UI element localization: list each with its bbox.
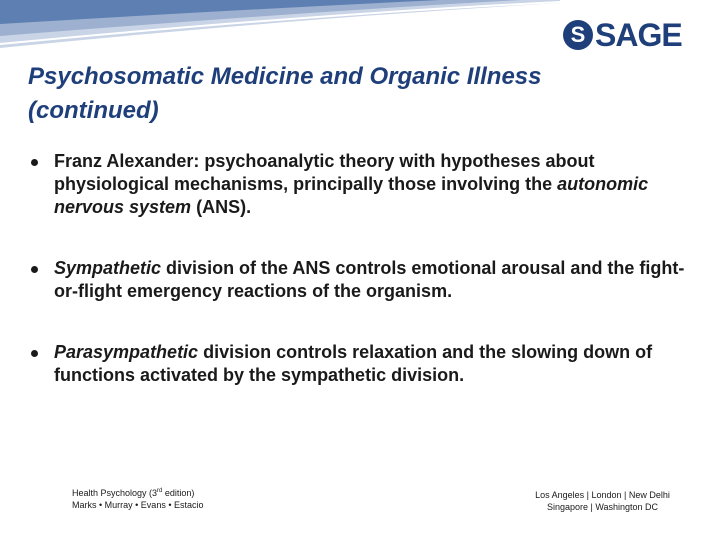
bullet-emphasis: autonomic nervous system <box>54 174 649 217</box>
bullet-item-parasympathetic <box>30 341 700 387</box>
header-swoosh <box>0 0 560 60</box>
footer-edition-sup: rd <box>157 488 163 494</box>
footer-book-title <box>72 487 203 499</box>
slide-title <box>28 60 688 128</box>
bullet-emphasis: Parasympathetic <box>54 342 199 362</box>
footer-book-title-text: Health Psychology (3 <box>72 488 158 498</box>
footer-edition-rest: edition) <box>162 488 195 498</box>
footer-publisher-locations <box>500 489 705 513</box>
footer-book-citation <box>72 487 203 511</box>
bullet-text-tail: division controls relaxation and the slowing down of functions activated by the sympathetic division. <box>54 342 653 385</box>
sage-logo-text: SAGE <box>595 17 682 53</box>
bullet-text: Franz Alexander: psychoanalytic theory with hypotheses about physiological mechanisms, principally those involving the <box>54 151 595 194</box>
footer-locations-line2: Singapore | Washington DC <box>546 502 659 512</box>
bullet-dot <box>31 350 38 357</box>
slide-title-line2: (continued) <box>28 97 159 124</box>
footer-authors: Marks • Murray • Evans • Estacio <box>72 500 204 510</box>
footer-locations-line1: Los Angeles | London | New Delhi <box>535 490 670 500</box>
sage-logo <box>563 15 682 55</box>
bullet-item-sympathetic <box>30 257 700 303</box>
bullet-dot <box>31 266 38 273</box>
bullet-item-alexander <box>30 150 700 219</box>
bullet-emphasis: Sympathetic <box>54 258 162 278</box>
bullet-list <box>30 150 700 387</box>
slide-title-line1: Psychosomatic Medicine and Organic Illness <box>28 63 542 90</box>
bullet-dot <box>31 159 38 166</box>
bullet-text-tail: (ANS). <box>191 197 252 217</box>
sage-logo-mark: S <box>563 20 593 50</box>
bullet-text-tail: division of the ANS controls emotional arousal and the fight-or-flight emergency reactions of the organism. <box>54 258 685 301</box>
